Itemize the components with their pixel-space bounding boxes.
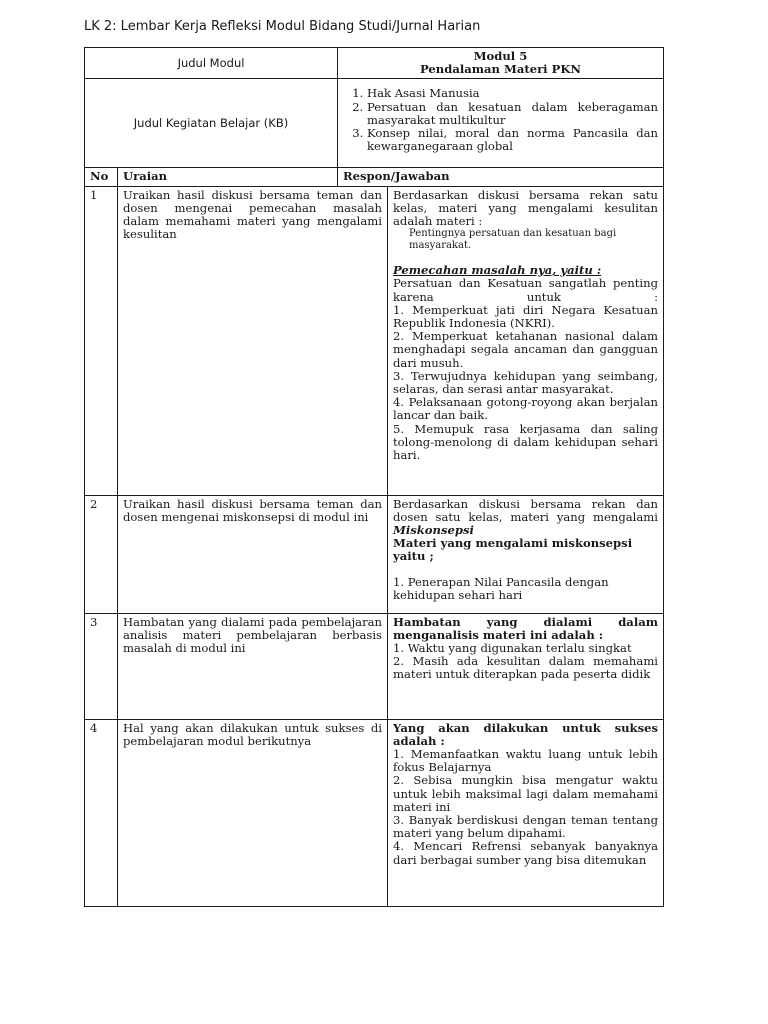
response-point: 3. Banyak berdiskusi dengan teman tentang materi yang belum dipahami. bbox=[393, 813, 659, 841]
kb-item: 3. Konsep nilai, moral dan norma Pancasila dan kewarganegaraan global bbox=[367, 127, 658, 153]
kb-list-cell bbox=[338, 79, 664, 168]
header-row-kb bbox=[85, 79, 664, 168]
modul-subject: Pendalaman Materi PKN bbox=[420, 62, 582, 77]
col-respon: Respon/Jawaban bbox=[338, 168, 664, 186]
response-point: 2. Sebisa mungkin bisa mengatur waktu untuk lebih maksimal lagi dalam memahami materi ini bbox=[393, 773, 659, 814]
kb-label: Judul Kegiatan Belajar (KB) bbox=[85, 79, 338, 168]
row-uraian: Uraikan hasil diskusi bersama teman dan dosen mengenai miskonsepsi di modul ini bbox=[118, 495, 388, 613]
response-point: 2. Memperkuat ketahanan nasional dalam menghadapi segala ancaman dan gangguan dari musuh. bbox=[393, 329, 659, 370]
col-no: No bbox=[85, 168, 118, 186]
row-uraian: Hambatan yang dialami pada pembelajaran analisis materi pembelajaran berbasis masalah di modul ini bbox=[118, 613, 388, 719]
response-heading: Pemecahan masalah nya, yaitu : bbox=[393, 263, 602, 278]
row-uraian: Hal yang akan dilakukan untuk sukses di pembelajaran modul berikutnya bbox=[118, 719, 388, 906]
response-point: 1. Penerapan Nilai Pancasila dengan kehidupan sehari hari bbox=[393, 574, 609, 602]
row-response bbox=[388, 719, 664, 906]
row-number: 4 bbox=[85, 719, 118, 906]
col-uraian: Uraian bbox=[118, 168, 338, 186]
response-point: 3. Terwujudnya kehidupan yang seimbang, selaras, dan serasi antar masyarakat. bbox=[393, 368, 659, 397]
table-row bbox=[85, 495, 664, 613]
response-point: 4. Pelaksanaan gotong-royong akan berjalan lancar dan baik. bbox=[393, 395, 659, 423]
response-point: 1. Memanfaatkan waktu luang untuk lebih fokus Belajarnya bbox=[393, 747, 659, 775]
response-heading: Materi yang mengalami miskonsepsi yaitu ; bbox=[393, 536, 633, 564]
response-intro bbox=[393, 498, 658, 538]
response-intro-emphasis: Miskonsepsi bbox=[393, 523, 474, 538]
response-intro: Berdasarkan diskusi bersama rekan satu kelas, materi yang mengalami kesulitan adalah materi : bbox=[393, 187, 659, 229]
response-note: Pentingnya persatuan dan kesatuan bagi masyarakat. bbox=[409, 228, 617, 252]
kb-item: 1. Hak Asasi Manusia bbox=[367, 87, 658, 100]
table-row bbox=[85, 719, 664, 906]
row-number: 1 bbox=[85, 186, 118, 495]
kb-list bbox=[343, 87, 658, 153]
reflection-table bbox=[84, 47, 664, 907]
response-heading: Hambatan yang dialami dalam menganalisis materi ini adalah : bbox=[393, 614, 659, 642]
response-point: 1. Waktu yang digunakan terlalu singkat bbox=[393, 641, 632, 656]
table-row bbox=[85, 613, 664, 719]
response-point: 4. Mencari Refrensi sebanyak banyaknya dari berbagai sumber yang bisa ditemukan bbox=[393, 839, 659, 867]
response-point: 1. Memperkuat jati diri Negara Kesatuan Republik Indonesia (NKRI). bbox=[393, 302, 659, 331]
row-response bbox=[388, 613, 664, 719]
modul-number: Modul 5 bbox=[473, 49, 528, 63]
row-uraian: Uraikan hasil diskusi bersama teman dan dosen mengenai pemecahan masalah dalam memahami materi yang mengalami kesulitan bbox=[118, 186, 388, 495]
table-row bbox=[85, 186, 664, 495]
kb-item: 2. Persatuan dan kesatuan dalam keberagaman masyarakat multikultur bbox=[367, 101, 658, 127]
row-number: 3 bbox=[85, 613, 118, 719]
response-point: 2. Masih ada kesulitan dalam memahami materi untuk diterapkan pada peserta didik bbox=[393, 654, 659, 682]
response-intro-text: Berdasarkan diskusi bersama rekan dan dosen satu kelas, materi yang mengalami bbox=[393, 496, 659, 524]
modul-title bbox=[338, 48, 664, 79]
page-title: LK 2: Lembar Kerja Refleksi Modul Bidang Studi/Jurnal Harian bbox=[84, 19, 481, 34]
row-response bbox=[388, 495, 664, 613]
header-row-modul bbox=[85, 48, 664, 79]
response-lead: Persatuan dan Kesatuan sangatlah penting karena untuk : bbox=[393, 276, 659, 304]
response-point: 5. Memupuk rasa kerjasama dan saling tolong-menolong di dalam kehidupan sehari hari. bbox=[393, 421, 659, 463]
row-number: 2 bbox=[85, 495, 118, 613]
response-heading: Yang akan dilakukan untuk sukses adalah : bbox=[393, 720, 659, 748]
judul-modul-label: Judul Modul bbox=[85, 48, 338, 79]
row-response bbox=[388, 186, 664, 495]
column-header-row bbox=[85, 168, 664, 186]
